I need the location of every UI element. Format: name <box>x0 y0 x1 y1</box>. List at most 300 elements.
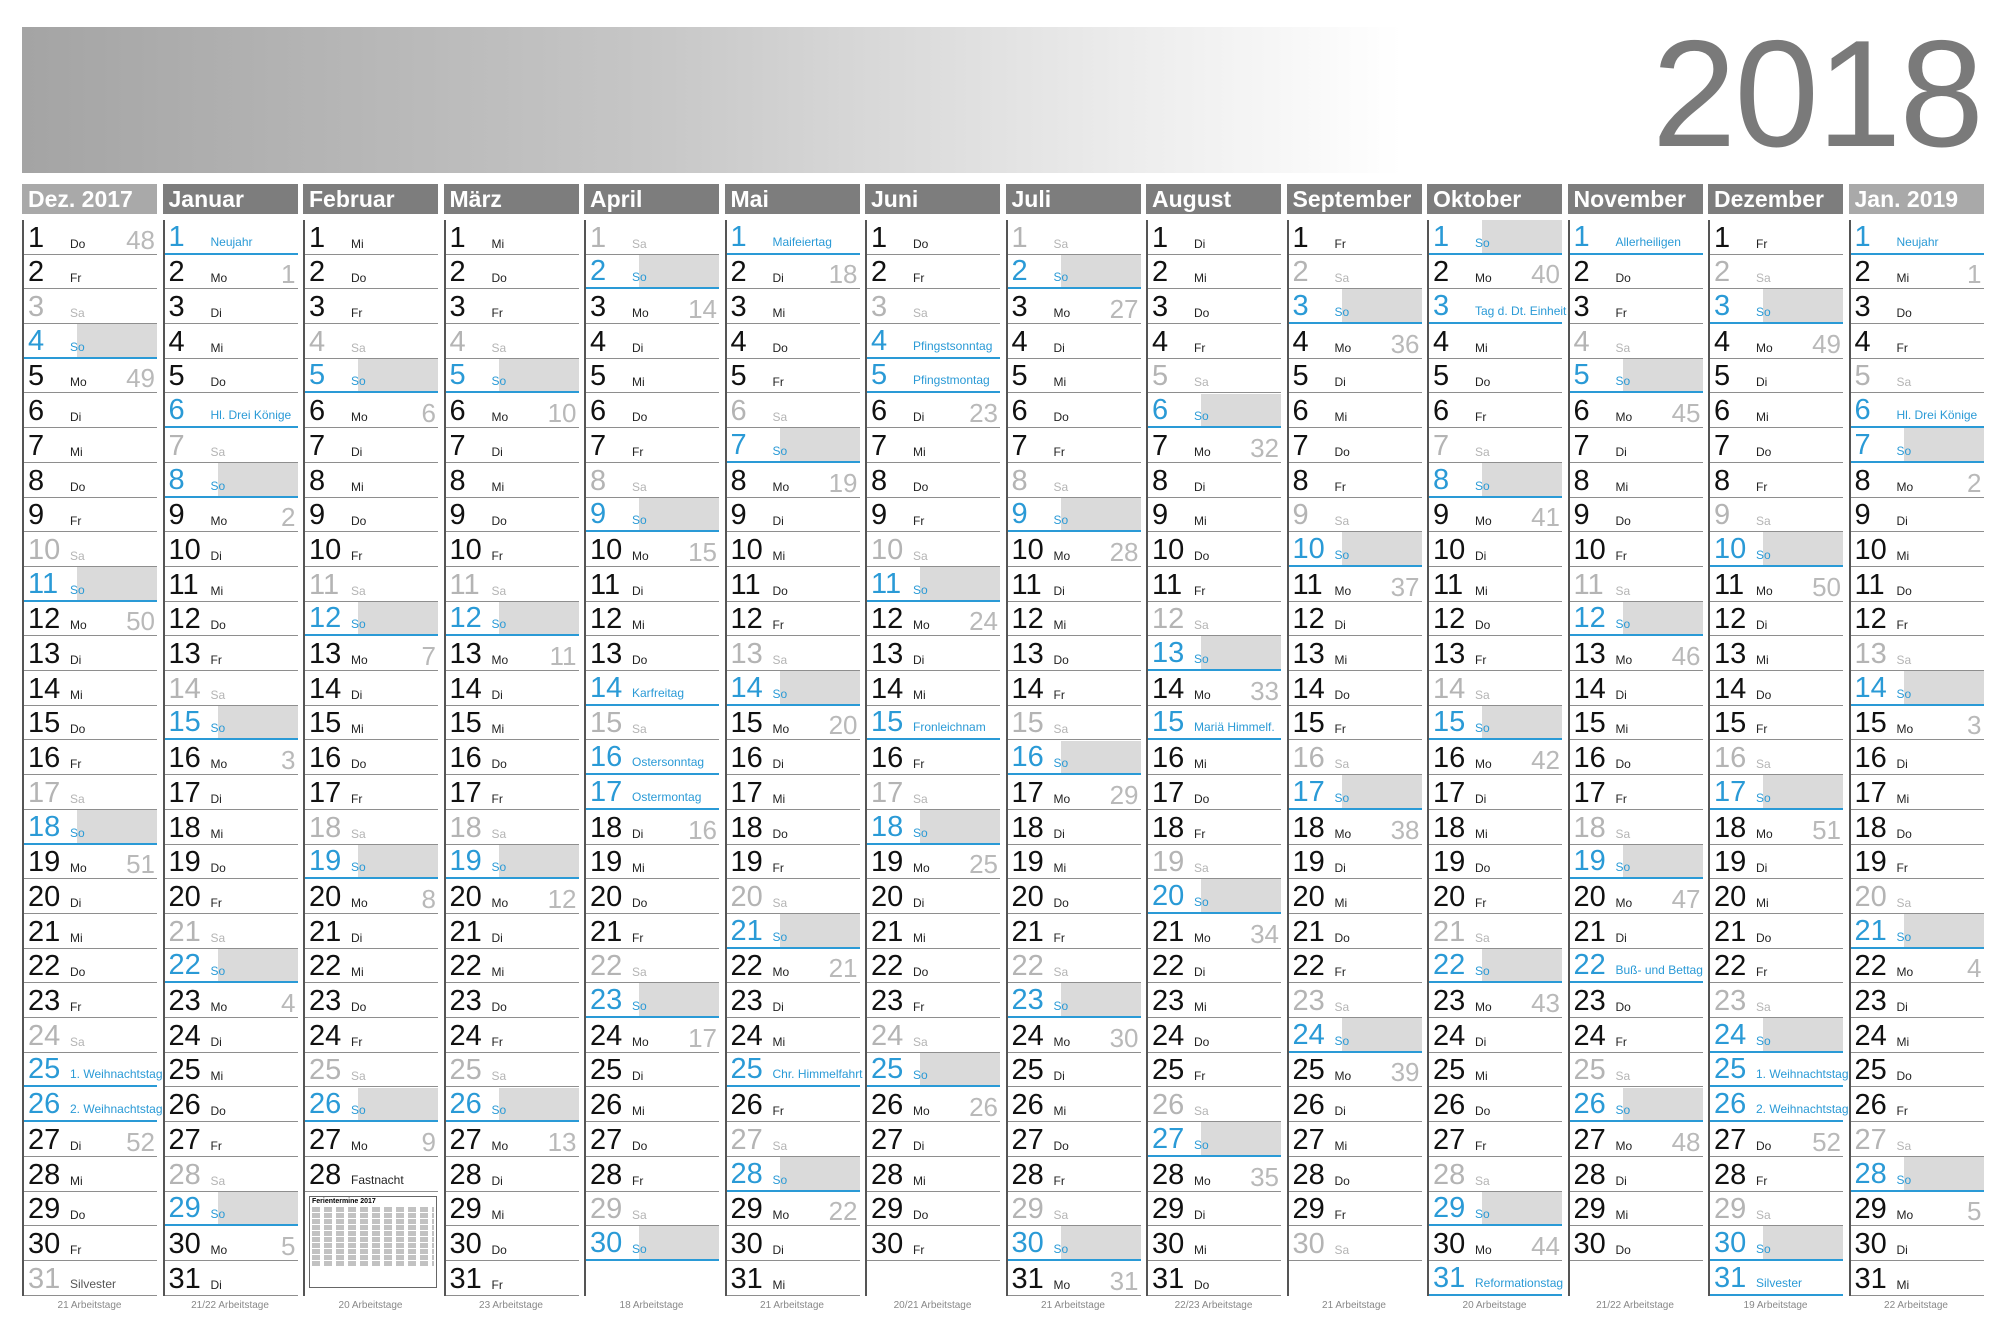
day-cell[interactable] <box>305 1122 438 1157</box>
day-cell[interactable] <box>446 324 579 359</box>
day-cell[interactable] <box>1851 359 1984 394</box>
day-cell[interactable] <box>586 1122 719 1157</box>
day-cell[interactable] <box>1851 289 1984 324</box>
day-cell[interactable] <box>165 324 298 359</box>
day-cell[interactable] <box>24 1088 163 1123</box>
day-cell[interactable] <box>305 324 438 359</box>
day-cell[interactable] <box>1710 1226 1843 1261</box>
day-cell[interactable] <box>1289 324 1422 359</box>
day-cell[interactable] <box>1008 359 1141 394</box>
day-cell[interactable] <box>727 671 860 706</box>
day-cell[interactable] <box>1851 324 1984 359</box>
day-cell[interactable] <box>165 1122 298 1157</box>
day-cell[interactable] <box>586 949 719 984</box>
day-cell[interactable] <box>1570 1053 1703 1088</box>
day-cell[interactable] <box>1008 914 1141 949</box>
day-cell[interactable] <box>586 1088 719 1123</box>
day-cell[interactable] <box>1148 1088 1281 1123</box>
day-cell[interactable] <box>24 1018 157 1053</box>
day-cell[interactable] <box>1148 1053 1281 1088</box>
day-cell[interactable] <box>1570 498 1703 533</box>
day-cell[interactable] <box>1851 949 1984 984</box>
day-cell[interactable] <box>586 983 719 1018</box>
day-cell[interactable] <box>867 463 1000 498</box>
day-cell[interactable] <box>1429 949 1562 984</box>
day-cell[interactable] <box>24 463 157 498</box>
day-cell[interactable] <box>24 567 157 602</box>
day-cell[interactable] <box>1289 359 1422 394</box>
day-cell[interactable] <box>24 498 157 533</box>
day-cell[interactable] <box>446 845 579 880</box>
day-cell[interactable] <box>586 775 719 810</box>
day-cell[interactable] <box>1710 498 1843 533</box>
day-cell[interactable] <box>1570 324 1703 359</box>
day-cell[interactable] <box>1148 324 1281 359</box>
day-cell[interactable] <box>446 1053 579 1088</box>
day-cell[interactable] <box>1570 428 1703 463</box>
day-cell[interactable] <box>1148 671 1281 706</box>
day-cell[interactable] <box>446 289 579 324</box>
day-cell[interactable] <box>867 879 1000 914</box>
day-cell[interactable] <box>305 706 438 741</box>
day-cell[interactable] <box>727 1261 860 1296</box>
day-cell[interactable] <box>1851 1192 1984 1227</box>
day-cell[interactable] <box>305 289 438 324</box>
day-cell[interactable] <box>727 845 860 880</box>
day-cell[interactable] <box>1570 463 1703 498</box>
day-cell[interactable] <box>305 845 438 880</box>
day-cell[interactable] <box>1008 1192 1141 1227</box>
day-cell[interactable] <box>446 602 579 637</box>
day-cell[interactable] <box>1008 1053 1141 1088</box>
day-cell[interactable] <box>1429 671 1562 706</box>
day-cell[interactable] <box>1008 879 1141 914</box>
day-cell[interactable] <box>1710 810 1843 845</box>
day-cell[interactable] <box>1851 498 1984 533</box>
day-cell[interactable] <box>1429 636 1562 671</box>
day-cell[interactable] <box>867 498 1000 533</box>
day-cell[interactable] <box>1429 324 1562 359</box>
day-cell[interactable] <box>1710 324 1843 359</box>
day-cell[interactable] <box>24 428 157 463</box>
day-cell[interactable] <box>586 255 719 290</box>
day-cell[interactable] <box>727 463 860 498</box>
day-cell[interactable] <box>1289 636 1422 671</box>
day-cell[interactable] <box>1429 1261 1562 1296</box>
day-cell[interactable] <box>1148 359 1281 394</box>
day-cell[interactable] <box>1148 741 1281 776</box>
day-cell[interactable] <box>586 810 719 845</box>
day-cell[interactable] <box>1289 983 1422 1018</box>
day-cell[interactable] <box>1570 741 1703 776</box>
day-cell[interactable] <box>305 220 438 255</box>
day-cell[interactable] <box>727 914 860 949</box>
day-cell[interactable] <box>165 602 298 637</box>
day-cell[interactable] <box>1008 567 1141 602</box>
day-cell[interactable] <box>446 706 579 741</box>
day-cell[interactable] <box>165 1053 298 1088</box>
day-cell[interactable] <box>305 983 438 1018</box>
day-cell[interactable] <box>586 1226 719 1261</box>
day-cell[interactable] <box>1008 949 1141 984</box>
day-cell[interactable] <box>1008 463 1141 498</box>
day-cell[interactable] <box>1148 498 1281 533</box>
day-cell[interactable] <box>727 255 860 290</box>
day-cell[interactable] <box>24 1122 157 1157</box>
day-cell[interactable] <box>1148 1261 1281 1296</box>
day-cell[interactable] <box>305 394 438 429</box>
day-cell[interactable] <box>1710 255 1843 290</box>
day-cell[interactable] <box>1570 1157 1703 1192</box>
day-cell[interactable] <box>586 220 719 255</box>
day-cell[interactable] <box>867 671 1000 706</box>
day-cell[interactable] <box>1008 1122 1141 1157</box>
day-cell[interactable] <box>446 810 579 845</box>
day-cell[interactable] <box>165 706 298 741</box>
day-cell[interactable] <box>586 1053 719 1088</box>
day-cell[interactable] <box>165 741 298 776</box>
day-cell[interactable] <box>1851 671 1984 706</box>
day-cell[interactable] <box>1148 810 1281 845</box>
day-cell[interactable] <box>1429 1018 1562 1053</box>
day-cell[interactable] <box>24 602 157 637</box>
day-cell[interactable] <box>446 636 579 671</box>
day-cell[interactable] <box>727 324 860 359</box>
day-cell[interactable] <box>586 394 719 429</box>
day-cell[interactable] <box>305 255 438 290</box>
day-cell[interactable] <box>1289 532 1422 567</box>
day-cell[interactable] <box>586 463 719 498</box>
day-cell[interactable] <box>1710 983 1843 1018</box>
day-cell[interactable] <box>586 1192 719 1227</box>
day-cell[interactable] <box>24 775 157 810</box>
day-cell[interactable] <box>1148 394 1281 429</box>
day-cell[interactable] <box>727 983 860 1018</box>
day-cell[interactable] <box>1289 775 1422 810</box>
day-cell[interactable] <box>727 1018 860 1053</box>
day-cell[interactable] <box>867 949 1000 984</box>
day-cell[interactable] <box>727 810 860 845</box>
day-cell[interactable] <box>1148 1192 1281 1227</box>
day-cell[interactable] <box>1429 1192 1562 1227</box>
day-cell[interactable] <box>1429 1053 1562 1088</box>
day-cell[interactable] <box>446 741 579 776</box>
day-cell[interactable] <box>586 879 719 914</box>
day-cell[interactable] <box>1570 602 1703 637</box>
day-cell[interactable] <box>446 1226 579 1261</box>
day-cell[interactable] <box>1570 983 1703 1018</box>
day-cell[interactable] <box>24 1053 163 1088</box>
day-cell[interactable] <box>727 879 860 914</box>
day-cell[interactable] <box>446 983 579 1018</box>
day-cell[interactable] <box>446 1157 579 1192</box>
day-cell[interactable] <box>1008 289 1141 324</box>
day-cell[interactable] <box>1570 810 1703 845</box>
day-cell[interactable] <box>1148 1226 1281 1261</box>
day-cell[interactable] <box>867 428 1000 463</box>
day-cell[interactable] <box>1710 1157 1843 1192</box>
day-cell[interactable] <box>1429 1157 1562 1192</box>
day-cell[interactable] <box>727 775 860 810</box>
day-cell[interactable] <box>1008 255 1141 290</box>
day-cell[interactable] <box>1570 220 1703 255</box>
day-cell[interactable] <box>727 706 860 741</box>
day-cell[interactable] <box>1429 810 1562 845</box>
day-cell[interactable] <box>165 428 298 463</box>
day-cell[interactable] <box>165 1018 298 1053</box>
day-cell[interactable] <box>1570 1192 1703 1227</box>
day-cell[interactable] <box>727 289 860 324</box>
day-cell[interactable] <box>1851 879 1984 914</box>
day-cell[interactable] <box>446 914 579 949</box>
day-cell[interactable] <box>867 289 1000 324</box>
day-cell[interactable] <box>165 220 298 255</box>
day-cell[interactable] <box>867 324 1000 359</box>
day-cell[interactable] <box>1570 706 1703 741</box>
day-cell[interactable] <box>1851 1088 1984 1123</box>
day-cell[interactable] <box>867 602 1000 637</box>
day-cell[interactable] <box>1148 845 1281 880</box>
day-cell[interactable] <box>1851 220 1984 255</box>
day-cell[interactable] <box>165 1088 298 1123</box>
day-cell[interactable] <box>165 845 298 880</box>
day-cell[interactable] <box>867 1157 1000 1192</box>
day-cell[interactable] <box>305 359 438 394</box>
day-cell[interactable] <box>586 567 719 602</box>
day-cell[interactable] <box>1710 741 1843 776</box>
day-cell[interactable] <box>1851 636 1984 671</box>
day-cell[interactable] <box>1148 1157 1281 1192</box>
day-cell[interactable] <box>586 741 719 776</box>
day-cell[interactable] <box>1710 463 1843 498</box>
day-cell[interactable] <box>1570 1018 1703 1053</box>
day-cell[interactable] <box>1289 1226 1422 1261</box>
day-cell[interactable] <box>446 498 579 533</box>
day-cell[interactable] <box>1851 1053 1984 1088</box>
day-cell[interactable] <box>1710 914 1843 949</box>
day-cell[interactable] <box>727 949 860 984</box>
day-cell[interactable] <box>446 1192 579 1227</box>
day-cell[interactable] <box>867 636 1000 671</box>
day-cell[interactable] <box>1429 706 1562 741</box>
day-cell[interactable] <box>305 636 438 671</box>
day-cell[interactable] <box>1429 463 1562 498</box>
day-cell[interactable] <box>1289 1088 1422 1123</box>
day-cell[interactable] <box>586 498 719 533</box>
day-cell[interactable] <box>24 879 157 914</box>
day-cell[interactable] <box>1289 949 1422 984</box>
day-cell[interactable] <box>165 532 298 567</box>
day-cell[interactable] <box>446 394 579 429</box>
day-cell[interactable] <box>1429 567 1562 602</box>
day-cell[interactable] <box>867 706 1000 741</box>
day-cell[interactable] <box>24 706 157 741</box>
day-cell[interactable] <box>1429 1088 1562 1123</box>
day-cell[interactable] <box>1008 602 1141 637</box>
day-cell[interactable] <box>1429 394 1562 429</box>
day-cell[interactable] <box>1289 741 1422 776</box>
day-cell[interactable] <box>1148 1122 1281 1157</box>
day-cell[interactable] <box>586 324 719 359</box>
day-cell[interactable] <box>1148 983 1281 1018</box>
day-cell[interactable] <box>867 220 1000 255</box>
day-cell[interactable] <box>24 1226 157 1261</box>
day-cell[interactable] <box>1148 914 1281 949</box>
day-cell[interactable] <box>1148 532 1281 567</box>
day-cell[interactable] <box>1851 706 1984 741</box>
day-cell[interactable] <box>727 1226 860 1261</box>
day-cell[interactable] <box>165 463 298 498</box>
day-cell[interactable] <box>1710 1261 1843 1296</box>
day-cell[interactable] <box>727 567 860 602</box>
day-cell[interactable] <box>446 1122 579 1157</box>
day-cell[interactable] <box>1570 255 1703 290</box>
day-cell[interactable] <box>1289 671 1422 706</box>
day-cell[interactable] <box>1710 671 1843 706</box>
day-cell[interactable] <box>305 879 438 914</box>
day-cell[interactable] <box>1429 775 1562 810</box>
day-cell[interactable] <box>165 671 298 706</box>
day-cell[interactable] <box>727 220 860 255</box>
day-cell[interactable] <box>1710 567 1843 602</box>
day-cell[interactable] <box>867 359 1000 394</box>
day-cell[interactable] <box>24 983 157 1018</box>
day-cell[interactable] <box>446 1261 579 1296</box>
day-cell[interactable] <box>727 1122 860 1157</box>
day-cell[interactable] <box>1148 428 1281 463</box>
day-cell[interactable] <box>1851 914 1984 949</box>
day-cell[interactable] <box>586 532 719 567</box>
day-cell[interactable] <box>867 1226 1000 1261</box>
day-cell[interactable] <box>24 359 157 394</box>
day-cell[interactable] <box>305 1088 438 1123</box>
day-cell[interactable] <box>24 255 157 290</box>
day-cell[interactable] <box>1008 706 1141 741</box>
day-cell[interactable] <box>305 602 438 637</box>
day-cell[interactable] <box>1289 428 1422 463</box>
day-cell[interactable] <box>1289 1053 1422 1088</box>
day-cell[interactable] <box>1289 602 1422 637</box>
day-cell[interactable] <box>24 220 157 255</box>
day-cell[interactable] <box>1148 602 1281 637</box>
day-cell[interactable] <box>1710 1088 1849 1123</box>
day-cell[interactable] <box>24 845 157 880</box>
day-cell[interactable] <box>1289 706 1422 741</box>
day-cell[interactable] <box>1710 1122 1843 1157</box>
day-cell[interactable] <box>1008 1018 1141 1053</box>
day-cell[interactable] <box>1008 498 1141 533</box>
day-cell[interactable] <box>24 324 157 359</box>
day-cell[interactable] <box>165 1226 298 1261</box>
day-cell[interactable] <box>1008 983 1141 1018</box>
day-cell[interactable] <box>1710 1018 1843 1053</box>
day-cell[interactable] <box>165 1157 298 1192</box>
day-cell[interactable] <box>446 671 579 706</box>
day-cell[interactable] <box>24 671 157 706</box>
day-cell[interactable] <box>1289 810 1422 845</box>
day-cell[interactable] <box>1851 1157 1984 1192</box>
day-cell[interactable] <box>867 567 1000 602</box>
day-cell[interactable] <box>1289 289 1422 324</box>
day-cell[interactable] <box>867 741 1000 776</box>
day-cell[interactable] <box>1429 359 1562 394</box>
day-cell[interactable] <box>1710 636 1843 671</box>
day-cell[interactable] <box>1008 810 1141 845</box>
day-cell[interactable] <box>1008 220 1141 255</box>
day-cell[interactable] <box>165 775 298 810</box>
day-cell[interactable] <box>867 845 1000 880</box>
day-cell[interactable] <box>1570 289 1703 324</box>
day-cell[interactable] <box>867 983 1000 1018</box>
day-cell[interactable] <box>1710 879 1843 914</box>
day-cell[interactable] <box>727 498 860 533</box>
day-cell[interactable] <box>1008 532 1141 567</box>
day-cell[interactable] <box>165 255 298 290</box>
day-cell[interactable] <box>1851 1261 1984 1296</box>
day-cell[interactable] <box>1429 1226 1562 1261</box>
day-cell[interactable] <box>586 1018 719 1053</box>
day-cell[interactable] <box>1570 567 1703 602</box>
day-cell[interactable] <box>1429 289 1567 324</box>
day-cell[interactable] <box>446 532 579 567</box>
day-cell[interactable] <box>1008 1261 1141 1296</box>
day-cell[interactable] <box>165 810 298 845</box>
day-cell[interactable] <box>1289 498 1422 533</box>
day-cell[interactable] <box>1429 741 1562 776</box>
day-cell[interactable] <box>1289 845 1422 880</box>
day-cell[interactable] <box>446 359 579 394</box>
day-cell[interactable] <box>1570 636 1703 671</box>
day-cell[interactable] <box>727 532 860 567</box>
day-cell[interactable] <box>165 1192 298 1227</box>
day-cell[interactable] <box>305 949 438 984</box>
day-cell[interactable] <box>1570 1122 1703 1157</box>
day-cell[interactable] <box>1289 1192 1422 1227</box>
day-cell[interactable] <box>1710 1053 1849 1088</box>
day-cell[interactable] <box>165 1261 298 1296</box>
day-cell[interactable] <box>1851 463 1984 498</box>
day-cell[interactable] <box>1289 463 1422 498</box>
day-cell[interactable] <box>867 394 1000 429</box>
day-cell[interactable] <box>1570 949 1703 984</box>
day-cell[interactable] <box>1429 845 1562 880</box>
day-cell[interactable] <box>727 359 860 394</box>
day-cell[interactable] <box>867 1088 1000 1123</box>
day-cell[interactable] <box>586 359 719 394</box>
day-cell[interactable] <box>1148 220 1281 255</box>
day-cell[interactable] <box>1710 394 1843 429</box>
day-cell[interactable] <box>1429 498 1562 533</box>
day-cell[interactable] <box>1148 636 1281 671</box>
day-cell[interactable] <box>586 671 719 706</box>
day-cell[interactable] <box>1148 775 1281 810</box>
day-cell[interactable] <box>1289 255 1422 290</box>
day-cell[interactable] <box>1289 1157 1422 1192</box>
day-cell[interactable] <box>1008 428 1141 463</box>
day-cell[interactable] <box>1851 775 1984 810</box>
day-cell[interactable] <box>1570 1226 1703 1261</box>
day-cell[interactable] <box>1429 532 1562 567</box>
day-cell[interactable] <box>1710 220 1843 255</box>
day-cell[interactable] <box>1008 394 1141 429</box>
day-cell[interactable] <box>1851 1226 1984 1261</box>
day-cell[interactable] <box>446 567 579 602</box>
day-cell[interactable] <box>867 1053 1000 1088</box>
day-cell[interactable] <box>1148 289 1281 324</box>
day-cell[interactable] <box>446 428 579 463</box>
day-cell[interactable] <box>446 775 579 810</box>
day-cell[interactable] <box>1008 671 1141 706</box>
